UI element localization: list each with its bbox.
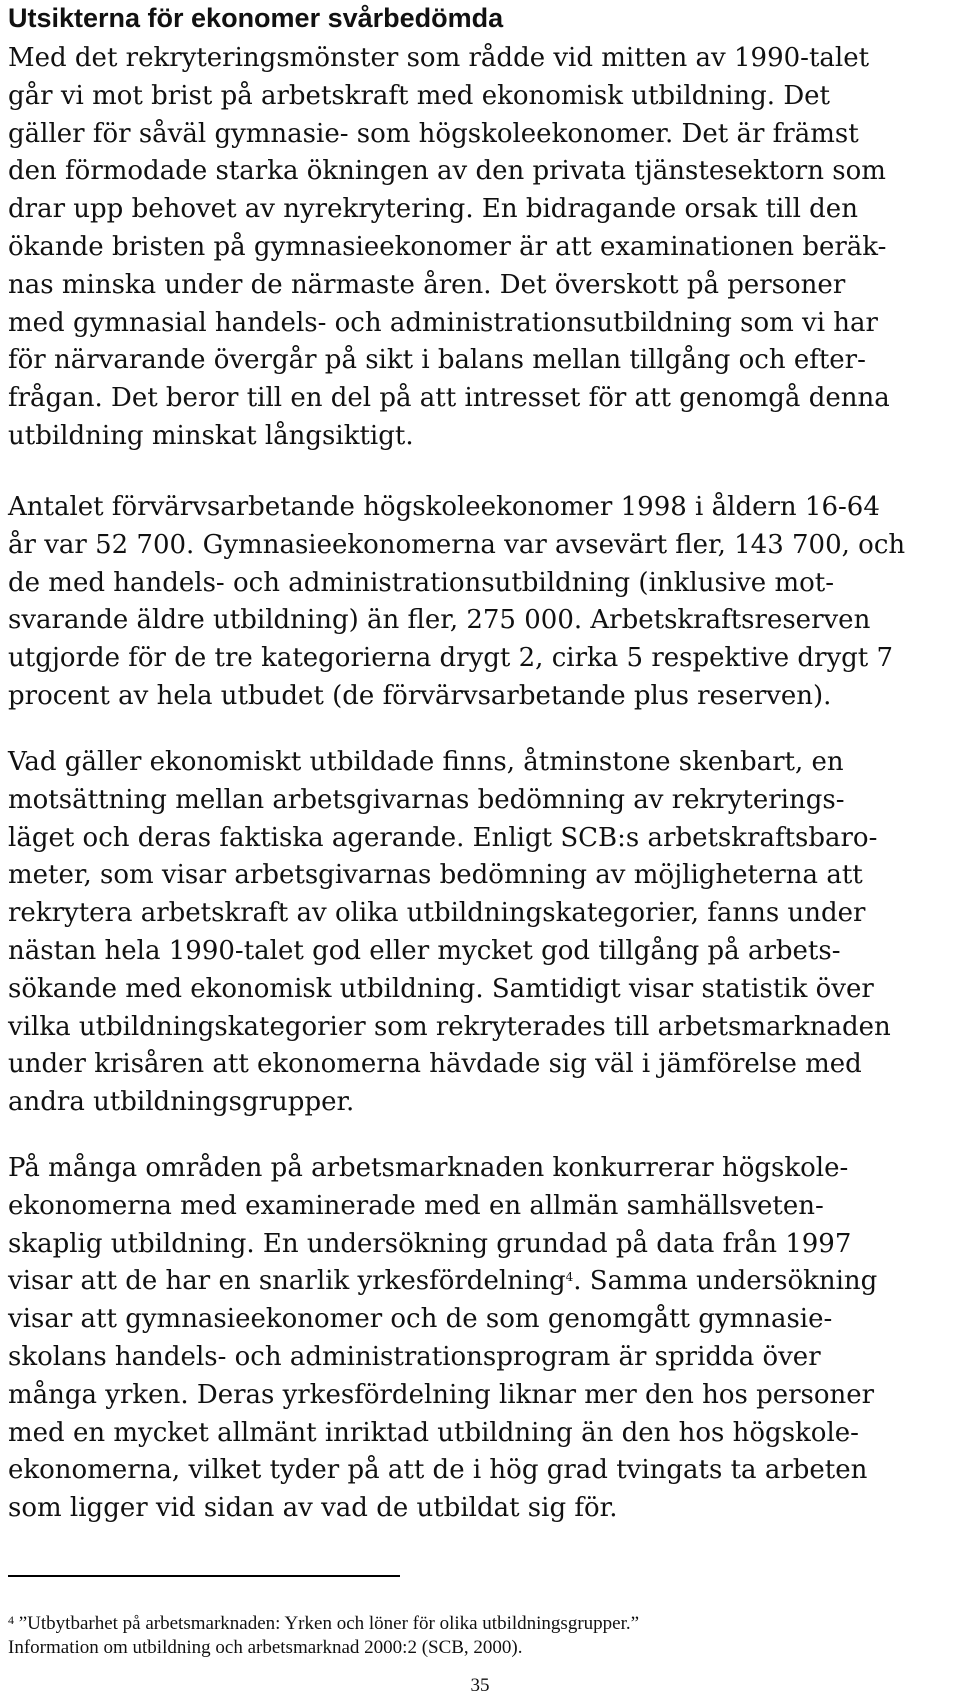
- text-line: Antalet förvärvsarbetande högskoleekonomer 1998 i åldern 16-64: [8, 492, 880, 522]
- text-line: vilka utbildningskategorier som rekryterades till arbetsmarknaden: [8, 1011, 891, 1042]
- text-line: meter, som visar arbetsgivarnas bedömning av möjligheterna att: [8, 860, 863, 891]
- text-line: På många områden på arbetsmarknaden konkurrerar högskole-: [8, 1153, 849, 1183]
- text-line: ekonomerna med examinerade med en allmän samhällsveten-: [8, 1190, 824, 1221]
- paragraph-2: [8, 489, 905, 716]
- page-number: 35: [470, 1675, 490, 1696]
- text-segment: . Samma undersökning: [573, 1266, 878, 1297]
- text-line: för närvarande övergår på sikt i balans mellan tillgång och efter-: [8, 345, 866, 376]
- text-line: skolans handels- och administrationsprogram är spridda över: [8, 1341, 821, 1372]
- text-line: skaplig utbildning. En undersökning grundad på data från 1997: [8, 1228, 852, 1259]
- text-line: drar upp behovet av nyrekrytering. En bidragande orsak till den: [8, 194, 858, 225]
- paragraph-1: [8, 40, 890, 456]
- text-line: rekrytera arbetskraft av olika utbildningskategorier, fanns under: [8, 898, 866, 929]
- footnote: [8, 1612, 639, 1660]
- text-line: år var 52 700. Gymnasieekonomerna var avsevärt fler, 143 700, och: [8, 529, 906, 560]
- text-line: procent av hela utbudet (de förvärvsarbetande plus reserven).: [8, 680, 832, 711]
- text-line: motsättning mellan arbetsgivarnas bedömning av rekryterings-: [8, 784, 845, 815]
- text-line: sökande med ekonomisk utbildning. Samtidigt visar statistik över: [8, 973, 874, 1004]
- footnote-line: Information om utbildning och arbetsmarknad 2000:2 (SCB, 2000).: [8, 1637, 523, 1658]
- text-line: svarande äldre utbildning) än fler, 275 000. Arbetskraftsreserven: [8, 605, 871, 636]
- footnote-citation: ”Utbytbarhet på arbetsmarknaden: Yrken och löner för olika utbildningsgrupper.”: [18, 1613, 640, 1634]
- footnote-number: 4: [8, 1613, 14, 1627]
- text-segment: visar att de har en snarlik yrkesfördelning: [8, 1266, 566, 1297]
- text-line-with-footnote-ref: [8, 1263, 877, 1301]
- text-line: nästan hela 1990-talet god eller mycket god tillgång på arbets-: [8, 935, 841, 966]
- text-line: ekonomerna, vilket tyder på att de i hög grad tvingats ta arbeten: [8, 1455, 868, 1486]
- text-line: den förmodade starka ökningen av den privata tjänstesektorn som: [8, 156, 886, 187]
- footnote-line: [8, 1612, 639, 1636]
- text-line: med en mycket allmänt inriktad utbildning än den hos högskole-: [8, 1417, 859, 1448]
- text-line: som ligger vid sidan av vad de utbildat sig för.: [8, 1493, 618, 1524]
- text-line: frågan. Det beror till en del på att intresset för att genomgå denna: [8, 383, 890, 414]
- paragraph-3: [8, 744, 891, 1122]
- footnote-separator: [8, 1575, 400, 1577]
- footnote-reference: 4: [565, 1270, 574, 1285]
- text-line: med gymnasial handels- och administrationsutbildning som vi har: [8, 307, 878, 338]
- text-line: ökande bristen på gymnasieekonomer är att examinationen beräk-: [8, 231, 887, 262]
- paragraph-4: [8, 1150, 877, 1528]
- text-line: utgjorde för de tre kategorierna drygt 2, cirka 5 respektive drygt 7: [8, 643, 894, 674]
- text-line: nas minska under de närmaste åren. Det överskott på personer: [8, 269, 846, 300]
- text-line: Vad gäller ekonomiskt utbildade finns, åtminstone skenbart, en: [8, 747, 844, 777]
- text-line: många yrken. Deras yrkesfördelning liknar mer den hos personer: [8, 1379, 875, 1410]
- text-line: de med handels- och administrationsutbildning (inklusive mot-: [8, 567, 834, 598]
- text-line: visar att gymnasieekonomer och de som genomgått gymnasie-: [8, 1304, 833, 1335]
- text-line: utbildning minskat långsiktigt.: [8, 420, 414, 451]
- section-heading: Utsikterna för ekonomer svårbedömda: [8, 3, 504, 33]
- document-page: [8, 0, 952, 1700]
- text-line: läget och deras faktiska agerande. Enligt SCB:s arbetskraftsbaro-: [8, 822, 878, 853]
- text-line: Med det rekryteringsmönster som rådde vid mitten av 1990-talet: [8, 43, 870, 73]
- text-line: under krisåren att ekonomerna hävdade sig väl i jämförelse med: [8, 1049, 862, 1080]
- text-line: går vi mot brist på arbetskraft med ekonomisk utbildning. Det: [8, 80, 830, 111]
- text-line: gäller för såväl gymnasie- som högskoleekonomer. Det är främst: [8, 118, 859, 149]
- text-line: andra utbildningsgrupper.: [8, 1087, 355, 1118]
